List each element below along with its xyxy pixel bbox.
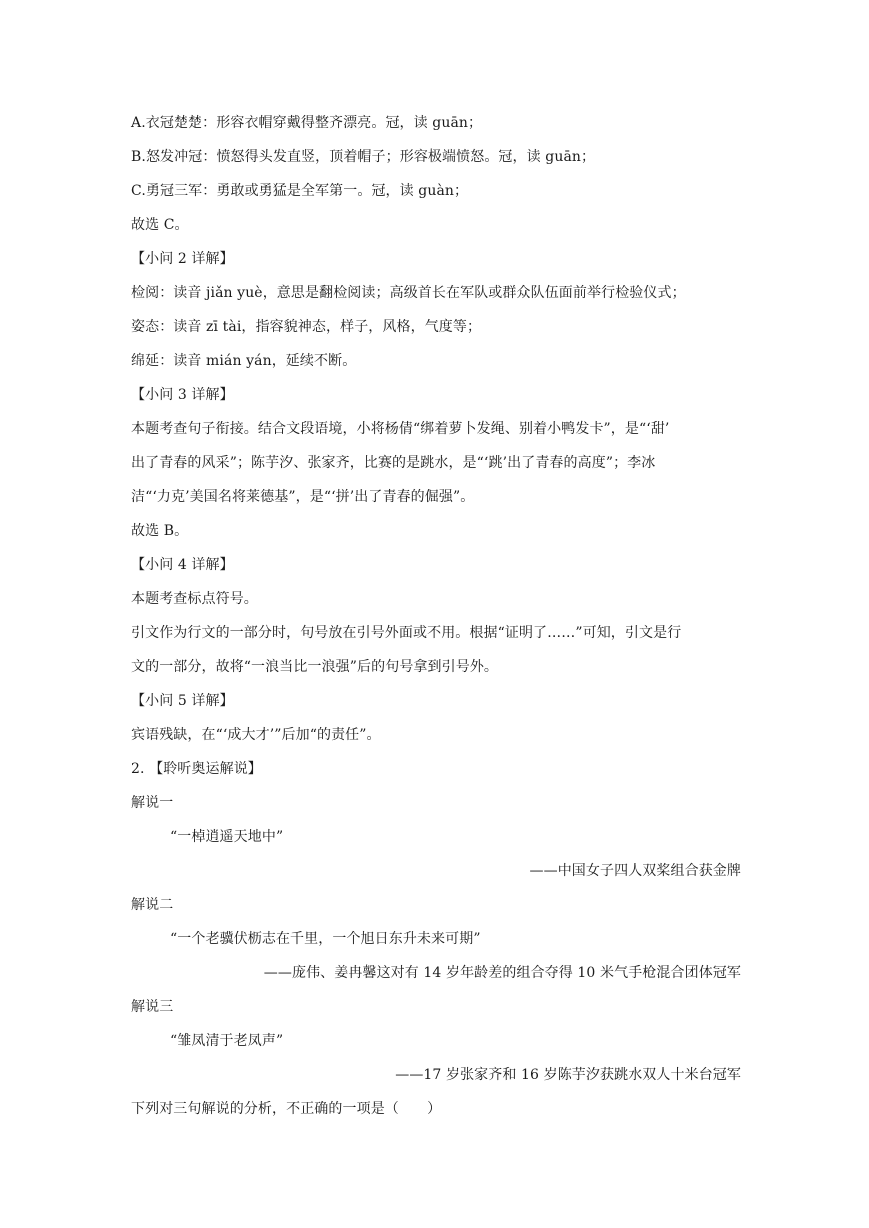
q4-explanation-line: 文的一部分，故将“一浪当比一浪强”后的句号拿到引号外。 xyxy=(131,659,499,675)
commentary-3-label: 解说三 xyxy=(131,999,174,1015)
q3-explanation-line: 本题考查句子衔接。结合文段语境，小将杨倩“绑着萝卜发绳、别着小鸭发卡”，是“‘甜’ xyxy=(131,421,670,437)
commentary-2-attribution: ——庞伟、姜冉馨这对有 14 岁年龄差的组合夺得 10 米气手枪混合团体冠军 xyxy=(263,965,741,981)
q3-explanation-line: 出了青春的风采”；陈芋汐、张家齐，比赛的是跳水，是“‘跳’出了青春的高度”；李冰 xyxy=(131,455,656,471)
commentary-3-quote: “雏凤清于老凤声” xyxy=(170,1033,284,1049)
section-heading-q5: 【小问 5 详解】 xyxy=(131,693,234,709)
q4-explanation-line: 引文作为行文的一部分时，句号放在引号外面或不用。根据“证明了……”可知，引文是行 xyxy=(131,625,682,641)
q2-explanation-line: 检阅：读音 jiǎn yuè，意思是翻检阅读；高级首长在军队或群众队伍面前举行检验仪式； xyxy=(131,285,686,301)
commentary-2-label: 解说二 xyxy=(131,897,174,913)
question-2-prompt: 下列对三句解说的分析，不正确的一项是（ ） xyxy=(131,1101,442,1117)
option-b-explanation: B.怒发冲冠：愤怒得头发直竖，顶着帽子；形容极端愤怒。冠，读 guān； xyxy=(131,149,596,165)
section-heading-q3: 【小问 3 详解】 xyxy=(131,387,234,403)
commentary-1-quote: “一棹逍遥天地中” xyxy=(170,829,284,845)
commentary-1-label: 解说一 xyxy=(131,795,174,811)
q2-explanation-line: 绵延：读音 mián yán，延续不断。 xyxy=(131,353,357,369)
q5-explanation-line: 宾语残缺，在“‘成大才’”后加“的责任”。 xyxy=(131,727,381,743)
q4-explanation-line: 本题考查标点符号。 xyxy=(131,591,258,607)
commentary-1-attribution: ——中国女子四人双桨组合获金牌 xyxy=(529,863,741,879)
section-heading-q2: 【小问 2 详解】 xyxy=(131,251,234,267)
answer-q3: 故选 B。 xyxy=(131,523,189,539)
commentary-2-quote: “一个老骥伏枥志在千里，一个旭日东升未来可期” xyxy=(170,931,481,947)
answer-q1: 故选 C。 xyxy=(131,217,189,233)
commentary-3-attribution: ——17 岁张家齐和 16 岁陈芋汐获跳水双人十米台冠军 xyxy=(395,1067,741,1083)
q3-explanation-line: 洁“‘力克’美国名将莱德基”，是“‘拼’出了青春的倔强”。 xyxy=(131,489,475,505)
option-c-explanation: C.勇冠三军：勇敢或勇猛是全军第一。冠，读 guàn； xyxy=(131,183,469,199)
question-2-title: 2. 【聆听奥运解说】 xyxy=(131,761,262,777)
section-heading-q4: 【小问 4 详解】 xyxy=(131,557,234,573)
q2-explanation-line: 姿态：读音 zī tài，指容貌神态，样子，风格，气度等； xyxy=(131,319,482,335)
option-a-explanation: A.衣冠楚楚：形容衣帽穿戴得整齐漂亮。冠，读 guān； xyxy=(131,115,483,131)
